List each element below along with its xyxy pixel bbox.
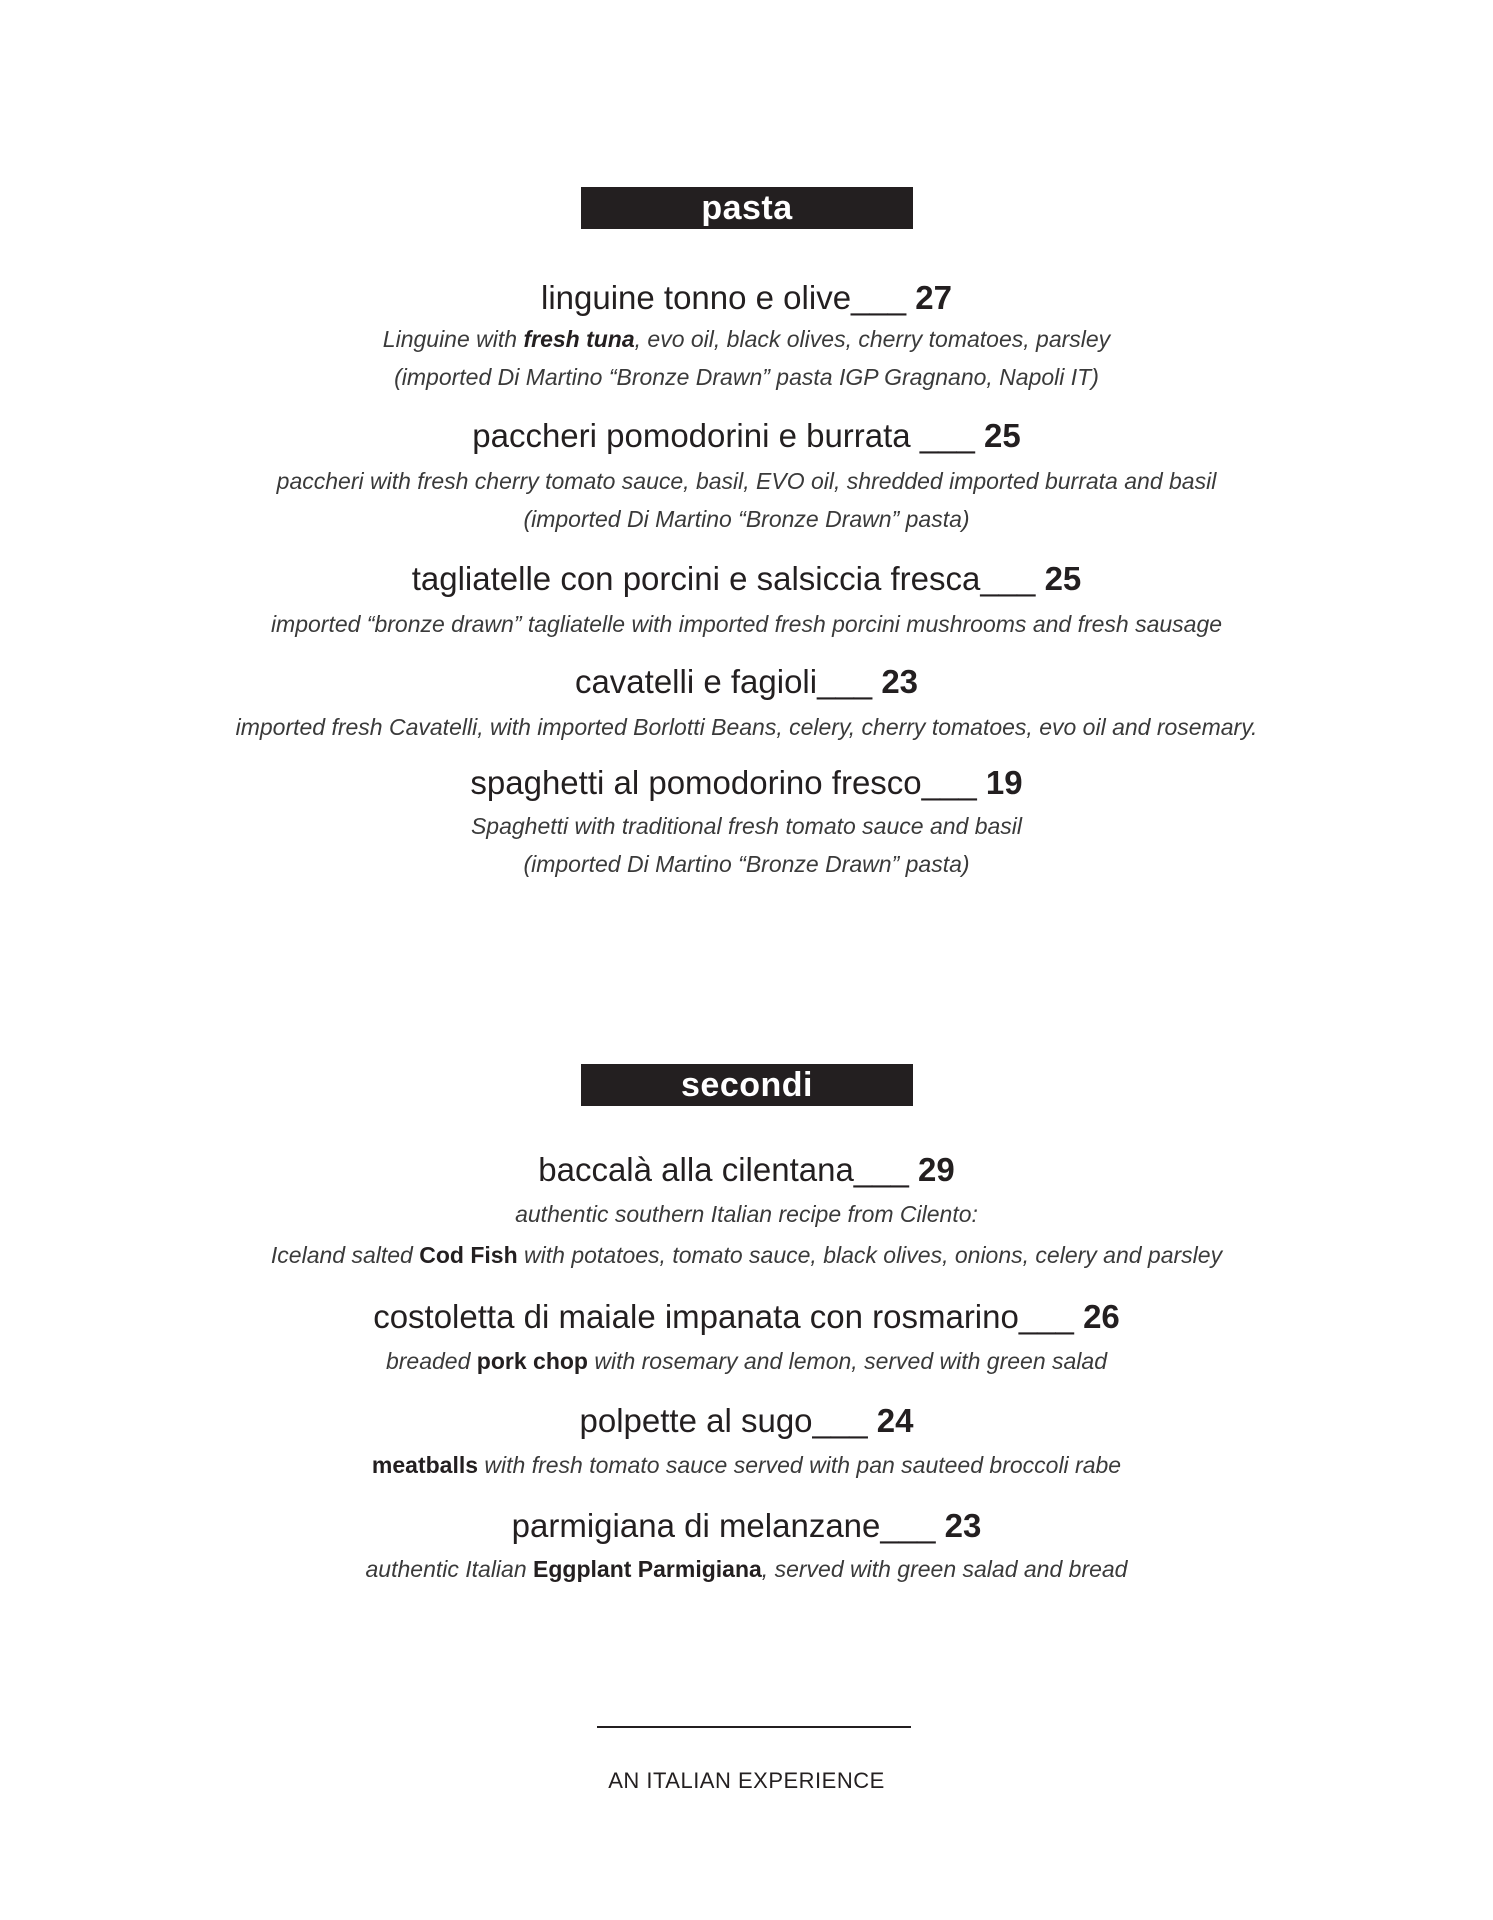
- dish-price: 23: [881, 663, 919, 700]
- menu-item-title: [0, 1150, 1493, 1190]
- dish-description: imported “bronze drawn” tagliatelle with imported fresh porcini mushrooms and fresh sausage: [270, 611, 1223, 637]
- dish-price: 27: [915, 279, 953, 316]
- section-header-secondi: secondi: [581, 1064, 913, 1106]
- dish-name: costoletta di maiale impanata con rosmarino___: [373, 1298, 1074, 1335]
- dish-description: [0, 1450, 1493, 1480]
- desc-text: authentic Italian: [365, 1556, 534, 1582]
- desc-text: with fresh tomato sauce served with pan sauteed broccoli rabe: [478, 1452, 1122, 1478]
- dish-description: [0, 1554, 1493, 1584]
- desc-text: , evo oil, black olives, cherry tomatoes, parsley: [634, 326, 1111, 352]
- dish-description: Spaghetti with traditional fresh tomato sauce and basil: [470, 813, 1023, 839]
- dish-description-note: (imported Di Martino “Bronze Drawn” pasta): [523, 851, 970, 877]
- dish-description: [0, 1346, 1493, 1376]
- dish-name: spaghetti al pomodorino fresco___: [470, 764, 977, 801]
- dish-price: 29: [918, 1151, 955, 1188]
- dish-name: cavatelli e fagioli___: [574, 663, 873, 700]
- dish-description: [0, 1240, 1493, 1270]
- dish-price: 26: [1083, 1298, 1120, 1335]
- dish-description-note: (imported Di Martino “Bronze Drawn” pasta): [523, 506, 970, 532]
- desc-text: Iceland salted: [270, 1242, 420, 1268]
- dish-description-note: (imported Di Martino “Bronze Drawn” pasta IGP Gragnano, Napoli IT): [394, 364, 1099, 390]
- desc-text: with potatoes, tomato sauce, black olives, onions, celery and parsley: [517, 1242, 1223, 1268]
- menu-item-title: [0, 416, 1493, 456]
- menu-item-title: [0, 559, 1493, 599]
- desc-highlight: fresh tuna: [523, 326, 635, 352]
- desc-text: with rosemary and lemon, served with green salad: [587, 1348, 1107, 1374]
- menu-item-title: [0, 1506, 1493, 1546]
- desc-highlight: Cod Fish: [419, 1242, 518, 1268]
- menu-item-title: [0, 278, 1493, 318]
- footer-tagline: AN ITALIAN EXPERIENCE: [608, 1768, 885, 1793]
- desc-text: breaded: [385, 1348, 477, 1374]
- dish-description: [0, 324, 1493, 354]
- dish-price: 24: [876, 1402, 914, 1439]
- dish-price: 25: [1044, 560, 1082, 597]
- dish-description: authentic southern Italian recipe from Cilento:: [515, 1201, 978, 1227]
- desc-text: , served with green salad and bread: [761, 1556, 1128, 1582]
- menu-item-title: [0, 1297, 1493, 1337]
- dish-price: 19: [985, 764, 1023, 801]
- desc-highlight: Eggplant Parmigiana: [533, 1556, 762, 1582]
- section-header-pasta: pasta: [581, 187, 913, 229]
- dish-name: tagliatelle con porcini e salsiccia fresca___: [411, 560, 1036, 597]
- desc-highlight: meatballs: [371, 1452, 479, 1478]
- dish-description: imported fresh Cavatelli, with imported Borlotti Beans, celery, cherry tomatoes, evo oil and rosemary.: [235, 714, 1258, 740]
- dish-name: paccheri pomodorini e burrata ___: [472, 417, 975, 454]
- dish-name: baccalà alla cilentana___: [538, 1151, 909, 1188]
- desc-highlight: pork chop: [476, 1348, 588, 1374]
- menu-item-title: [0, 763, 1493, 803]
- dish-description: paccheri with fresh cherry tomato sauce, basil, EVO oil, shredded imported burrata and basil: [276, 468, 1217, 494]
- dish-price: 25: [984, 417, 1021, 454]
- footer-divider: [597, 1726, 911, 1728]
- desc-text: Linguine with: [382, 326, 524, 352]
- dish-price: 23: [944, 1507, 982, 1544]
- menu-item-title: [0, 1401, 1493, 1441]
- menu-item-title: [0, 662, 1493, 702]
- dish-name: parmigiana di melanzane___: [511, 1507, 936, 1544]
- dish-name: polpette al sugo___: [579, 1402, 868, 1439]
- dish-name: linguine tonno e olive___: [540, 279, 907, 316]
